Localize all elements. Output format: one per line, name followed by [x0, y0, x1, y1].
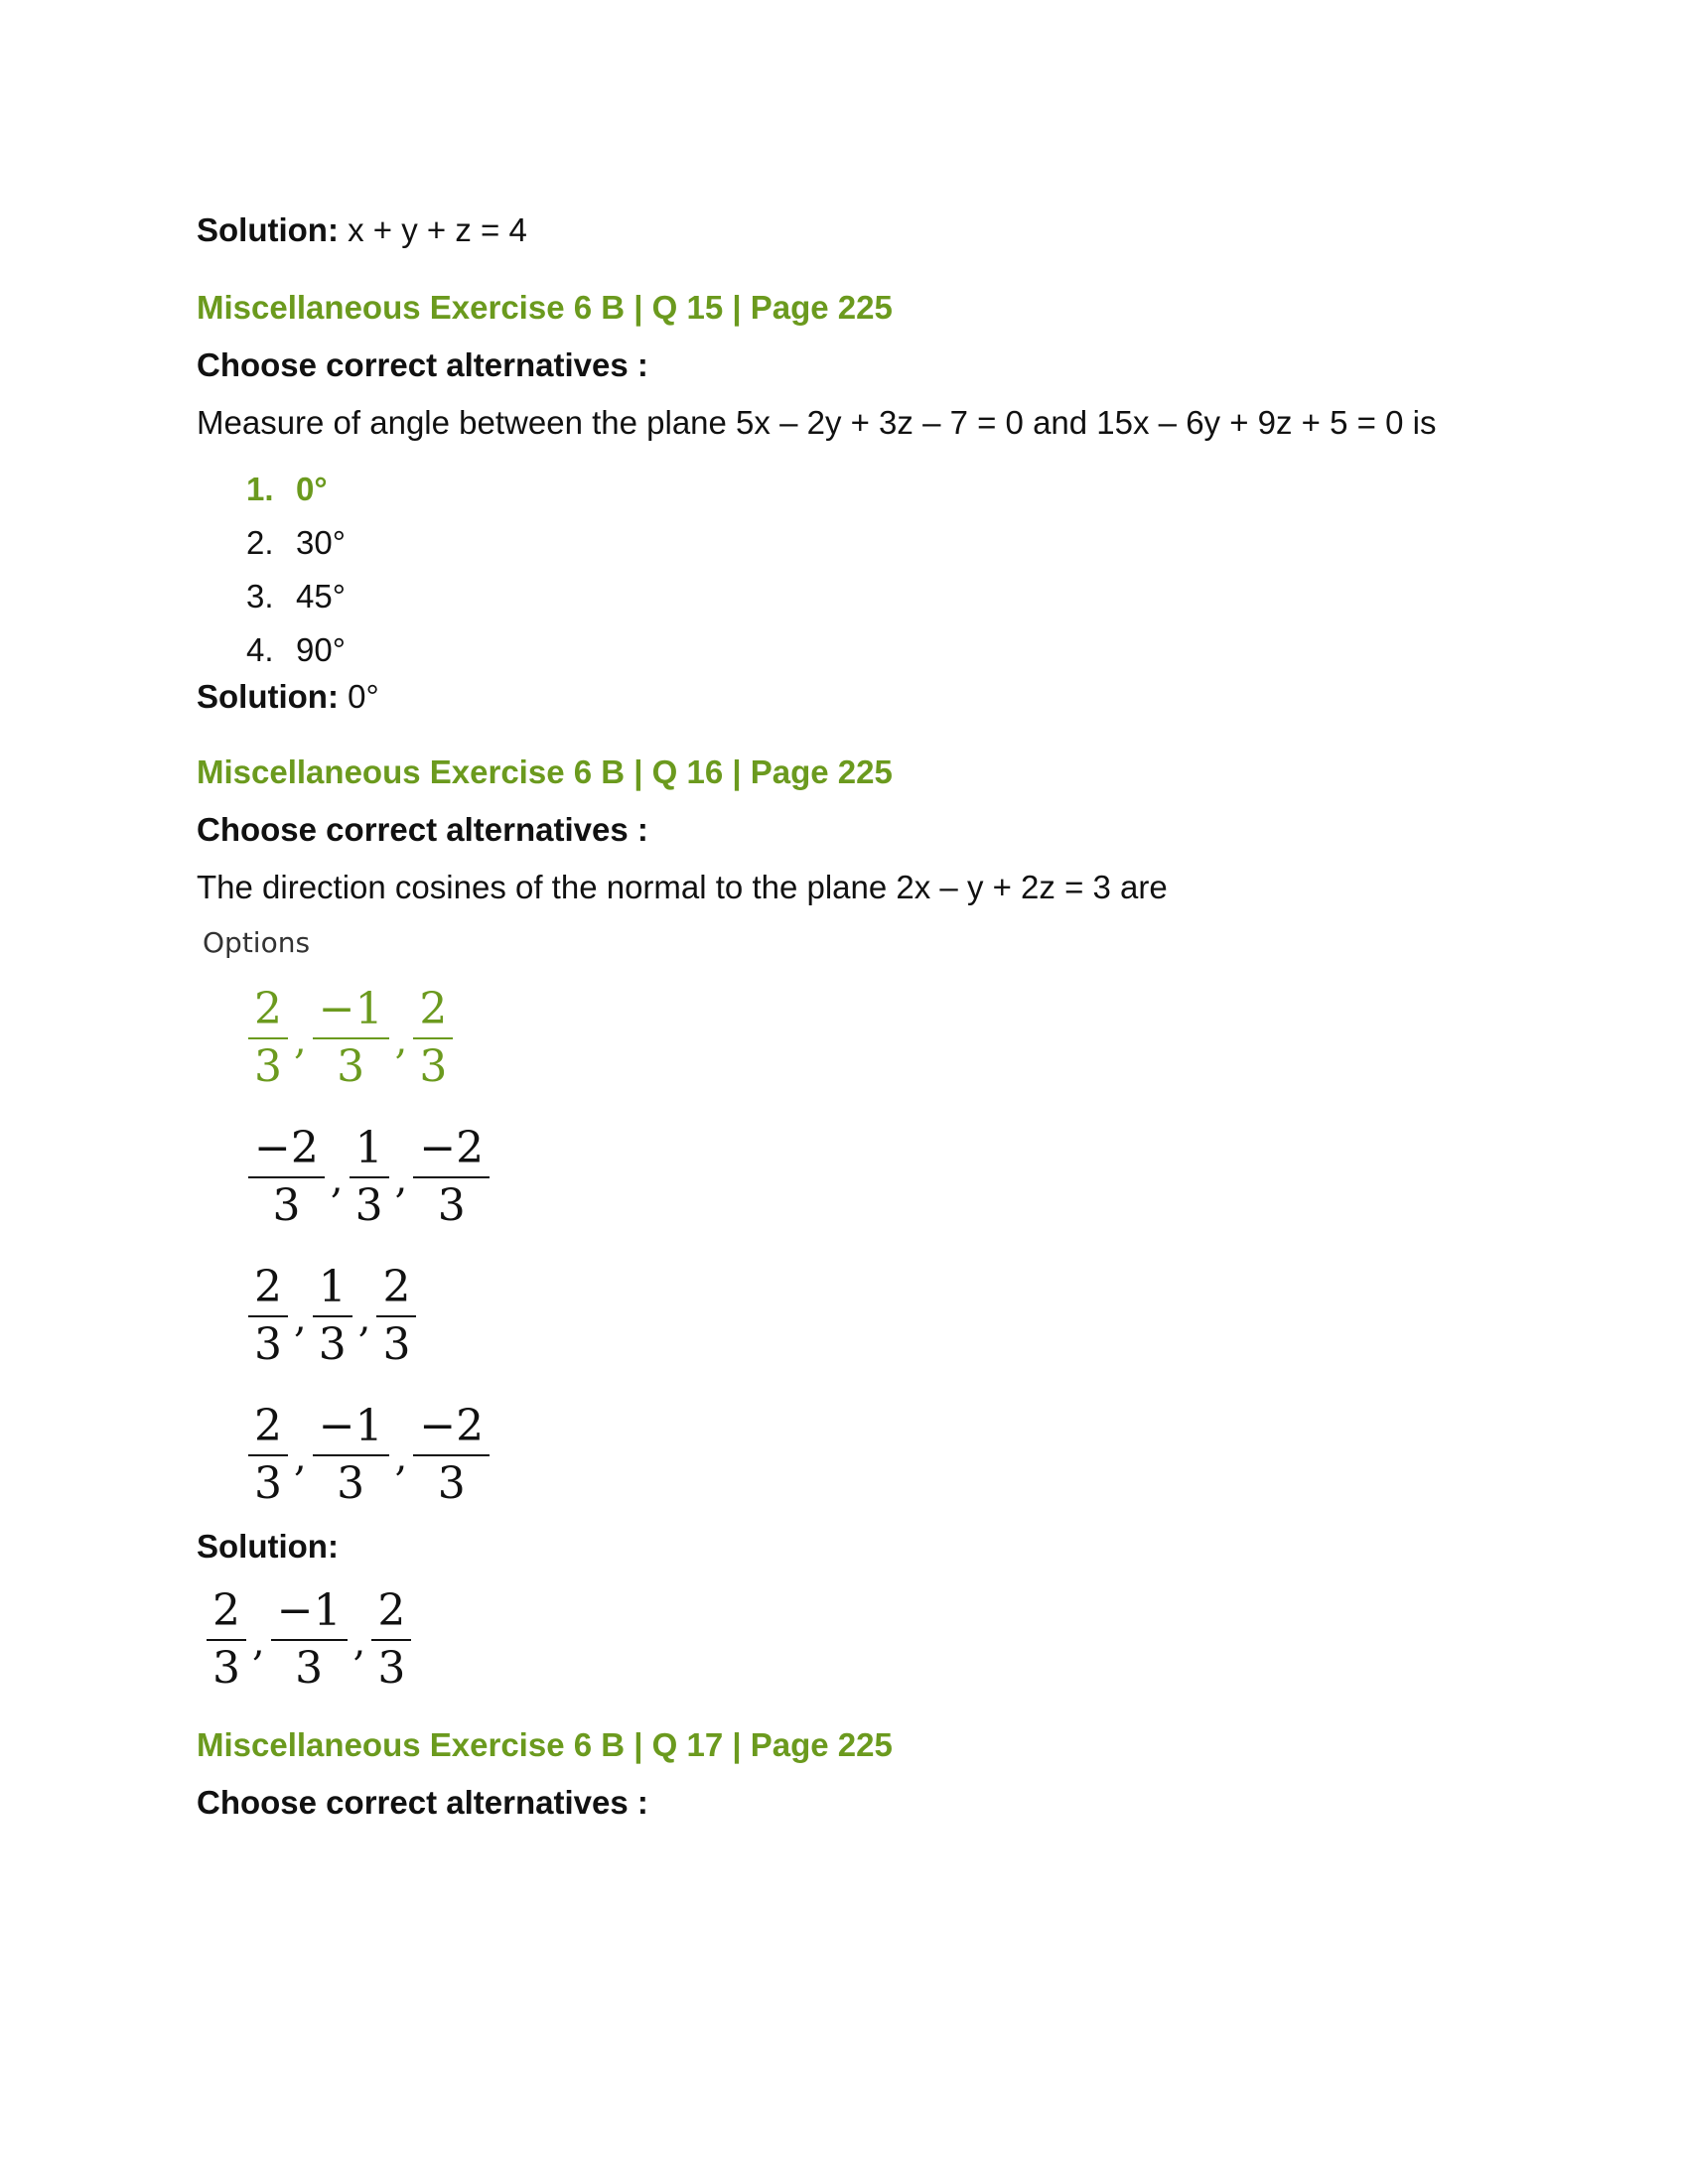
option-3	[197, 570, 1487, 623]
options-list-q16	[197, 969, 1487, 1525]
instruction-q16: Choose correct alternatives :	[197, 811, 648, 848]
numerator: 1	[354, 1123, 383, 1173]
fraction	[313, 982, 389, 1095]
fraction	[413, 982, 453, 1095]
separator-comma: ,	[252, 1619, 265, 1665]
option-text: 0°	[296, 471, 328, 507]
option-1-correct	[197, 463, 1487, 516]
numerator: 1	[318, 1262, 347, 1312]
option-number: 2.	[246, 524, 274, 561]
numerator: 2	[377, 1585, 406, 1636]
numerator: −1	[318, 1401, 383, 1451]
separator-comma: ,	[294, 1434, 307, 1480]
fraction	[248, 1399, 288, 1512]
denominator: 3	[272, 1180, 301, 1231]
denominator: 3	[254, 1041, 282, 1092]
option-3	[244, 1247, 1487, 1386]
solution-text: x + y + z = 4	[338, 211, 527, 248]
numerator: 2	[212, 1585, 240, 1636]
separator-comma: ,	[394, 1434, 408, 1480]
document-page	[197, 208, 1487, 1823]
denominator: 3	[254, 1458, 282, 1509]
options-label: Options	[203, 926, 311, 959]
denominator: 3	[419, 1041, 448, 1092]
option-number: 3.	[246, 578, 274, 614]
question-text-q15: Measure of angle between the plane 5x – 2y + 3z – 7 = 0 and 15x – 6y + 9z + 5 = 0 is	[197, 404, 1437, 441]
separator-comma: ,	[352, 1619, 366, 1665]
question-heading-q15[interactable]: Miscellaneous Exercise 6 B | Q 15 | Page 225	[197, 289, 893, 326]
numerator: −2	[419, 1401, 485, 1451]
fraction	[313, 1260, 352, 1373]
question-text-q16: The direction cosines of the normal to the plane 2x – y + 2z = 3 are	[197, 869, 1168, 905]
solution-label: Solution:	[197, 211, 339, 248]
separator-comma: ,	[394, 1018, 408, 1063]
fraction	[313, 1399, 389, 1512]
fraction	[413, 1399, 490, 1512]
option-2	[197, 516, 1487, 570]
option-1-correct	[244, 969, 1487, 1108]
fraction	[248, 1260, 288, 1373]
option-2	[244, 1108, 1487, 1247]
option-text: 30°	[296, 524, 346, 561]
instruction-q17: Choose correct alternatives :	[197, 1784, 648, 1821]
denominator: 3	[254, 1319, 282, 1370]
numerator: 2	[382, 1262, 411, 1312]
fraction	[371, 1583, 411, 1697]
fraction	[248, 982, 288, 1095]
denominator: 3	[295, 1643, 324, 1694]
solution-label-q16: Solution:	[197, 1528, 339, 1565]
separator-comma: ,	[294, 1296, 307, 1341]
fraction	[271, 1583, 348, 1697]
options-list-q15	[197, 463, 1487, 677]
fraction	[248, 1121, 325, 1234]
option-4	[197, 623, 1487, 677]
separator-comma: ,	[294, 1018, 307, 1063]
denominator: 3	[354, 1180, 383, 1231]
solution-label: Solution:	[197, 678, 339, 715]
solution-q15	[197, 677, 1487, 717]
question-heading-q16[interactable]: Miscellaneous Exercise 6 B | Q 16 | Page 225	[197, 753, 893, 790]
fraction	[207, 1583, 246, 1697]
fraction	[376, 1260, 416, 1373]
solution-q14	[197, 210, 1487, 250]
numerator: −2	[419, 1123, 485, 1173]
option-4	[244, 1386, 1487, 1525]
numerator: 2	[254, 1262, 282, 1312]
numerator: 2	[254, 984, 282, 1034]
numerator: −1	[318, 984, 383, 1034]
denominator: 3	[437, 1180, 466, 1231]
numerator: −2	[254, 1123, 319, 1173]
denominator: 3	[382, 1319, 411, 1370]
option-number: 4.	[246, 631, 274, 668]
fraction	[413, 1121, 490, 1234]
denominator: 3	[337, 1458, 365, 1509]
separator-comma: ,	[357, 1296, 371, 1341]
denominator: 3	[337, 1041, 365, 1092]
separator-comma: ,	[394, 1157, 408, 1202]
denominator: 3	[437, 1458, 466, 1509]
numerator: 2	[254, 1401, 282, 1451]
denominator: 3	[377, 1643, 406, 1694]
option-number: 1.	[246, 471, 274, 507]
numerator: 2	[419, 984, 448, 1034]
solution-text: 0°	[338, 678, 379, 715]
option-text: 90°	[296, 631, 346, 668]
option-text: 45°	[296, 578, 346, 614]
numerator: −1	[276, 1585, 342, 1636]
separator-comma: ,	[330, 1157, 344, 1202]
denominator: 3	[318, 1319, 347, 1370]
solution-answer-q16	[197, 1570, 1487, 1709]
instruction-q15: Choose correct alternatives :	[197, 346, 648, 383]
denominator: 3	[212, 1643, 240, 1694]
question-heading-q17[interactable]: Miscellaneous Exercise 6 B | Q 17 | Page 225	[197, 1726, 893, 1763]
fraction	[350, 1121, 389, 1234]
